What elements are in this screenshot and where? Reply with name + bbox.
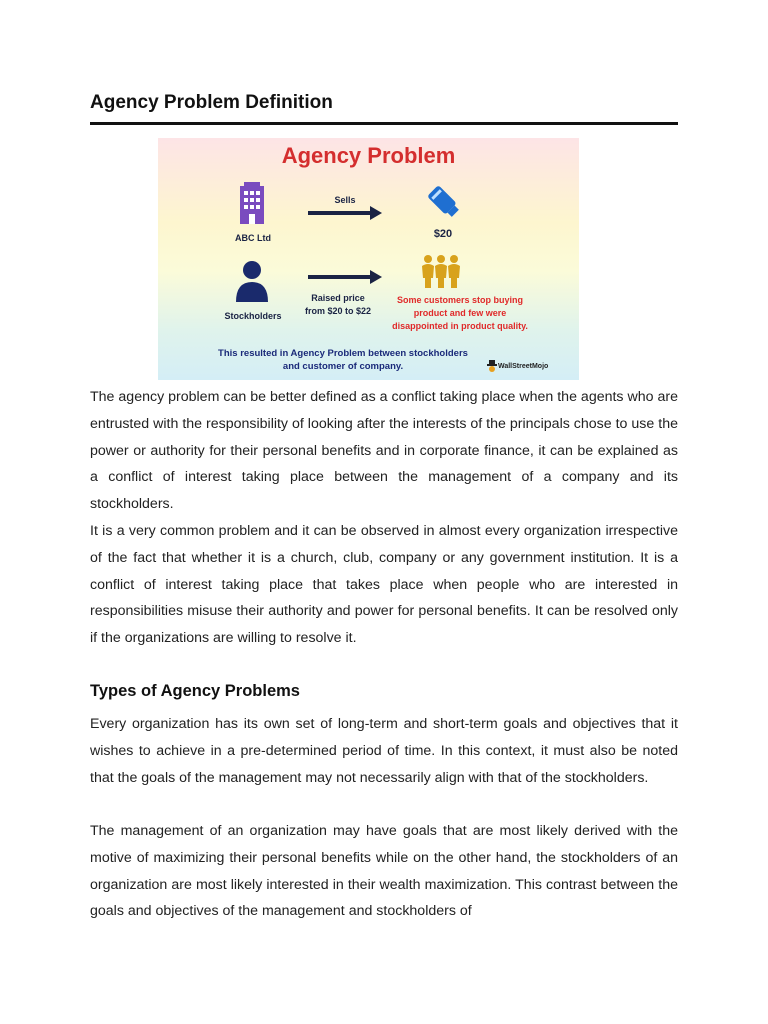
arrow-right-icon: [308, 270, 382, 284]
customers-note-line1: Some customers stop buying: [396, 295, 524, 305]
logo-text: WallStreetMojo: [498, 363, 549, 370]
company-label: ABC Ltd: [235, 233, 271, 243]
paragraph: It is a very common problem and it can be observed in almost every organization irrespective of the fact that whether it is a church, club, company or any government institution. It is a conflict of interest taking place that takes place when people who are interested in responsibilities misuse their authority and power for personal benefits. It can be resolved only if the organizations are willing to resolve it.: [90, 523, 678, 647]
customers-note-line3: disappointed in product quality.: [392, 321, 528, 331]
product-tube-icon: [424, 182, 464, 222]
customers-note-line2: product and few were: [413, 308, 507, 318]
conclusion-line1: This resulted in Agency Problem between stockholders: [218, 348, 468, 359]
page-title: Agency Problem Definition: [90, 92, 333, 113]
logo-icon: [486, 360, 498, 372]
raised-price-line1: Raised price: [311, 293, 365, 303]
paragraph: The management of an organization may have goals that are most likely derived with the motive of maximizing their personal benefits while on the other hand, the stockholders of an organization are most likely interested in their wealth maximization. This contrast between the goals and objectives of the management and stockholders of: [90, 823, 678, 920]
raised-price-line2: from $20 to $22: [304, 306, 372, 316]
building-icon: [238, 182, 266, 224]
conclusion-line2: and customer of company.: [282, 361, 404, 372]
title-divider: [90, 122, 678, 125]
stockholders-label: Stockholders: [224, 311, 282, 321]
infographic-conclusion: [198, 347, 488, 373]
paragraph: The agency problem can be better defined as a conflict taking place when the agents who are entrusted with the responsibility of looking after the interests of the principals chose to use the power or authority for their personal benefits and in corporate finance, it can be explained as a conflict of interest taking place between the management of a company and its stockholders.: [90, 389, 678, 513]
paragraph: Every organization has its own set of long-term and short-term goals and objectives that it wishes to achieve in a pre-determined period of time. In this context, it must also be noted that the goals of the management may not necessarily align with that of the stockholders.: [90, 716, 678, 786]
sells-label: Sells: [334, 195, 356, 205]
arrow-right-icon: [308, 206, 382, 220]
customers-group-icon: [421, 254, 461, 290]
person-icon: [234, 260, 270, 302]
section-heading: Types of Agency Problems: [90, 682, 300, 700]
infographic-title: Agency Problem: [281, 143, 456, 168]
agency-problem-infographic: [158, 138, 579, 380]
price-label: $20: [433, 228, 453, 240]
